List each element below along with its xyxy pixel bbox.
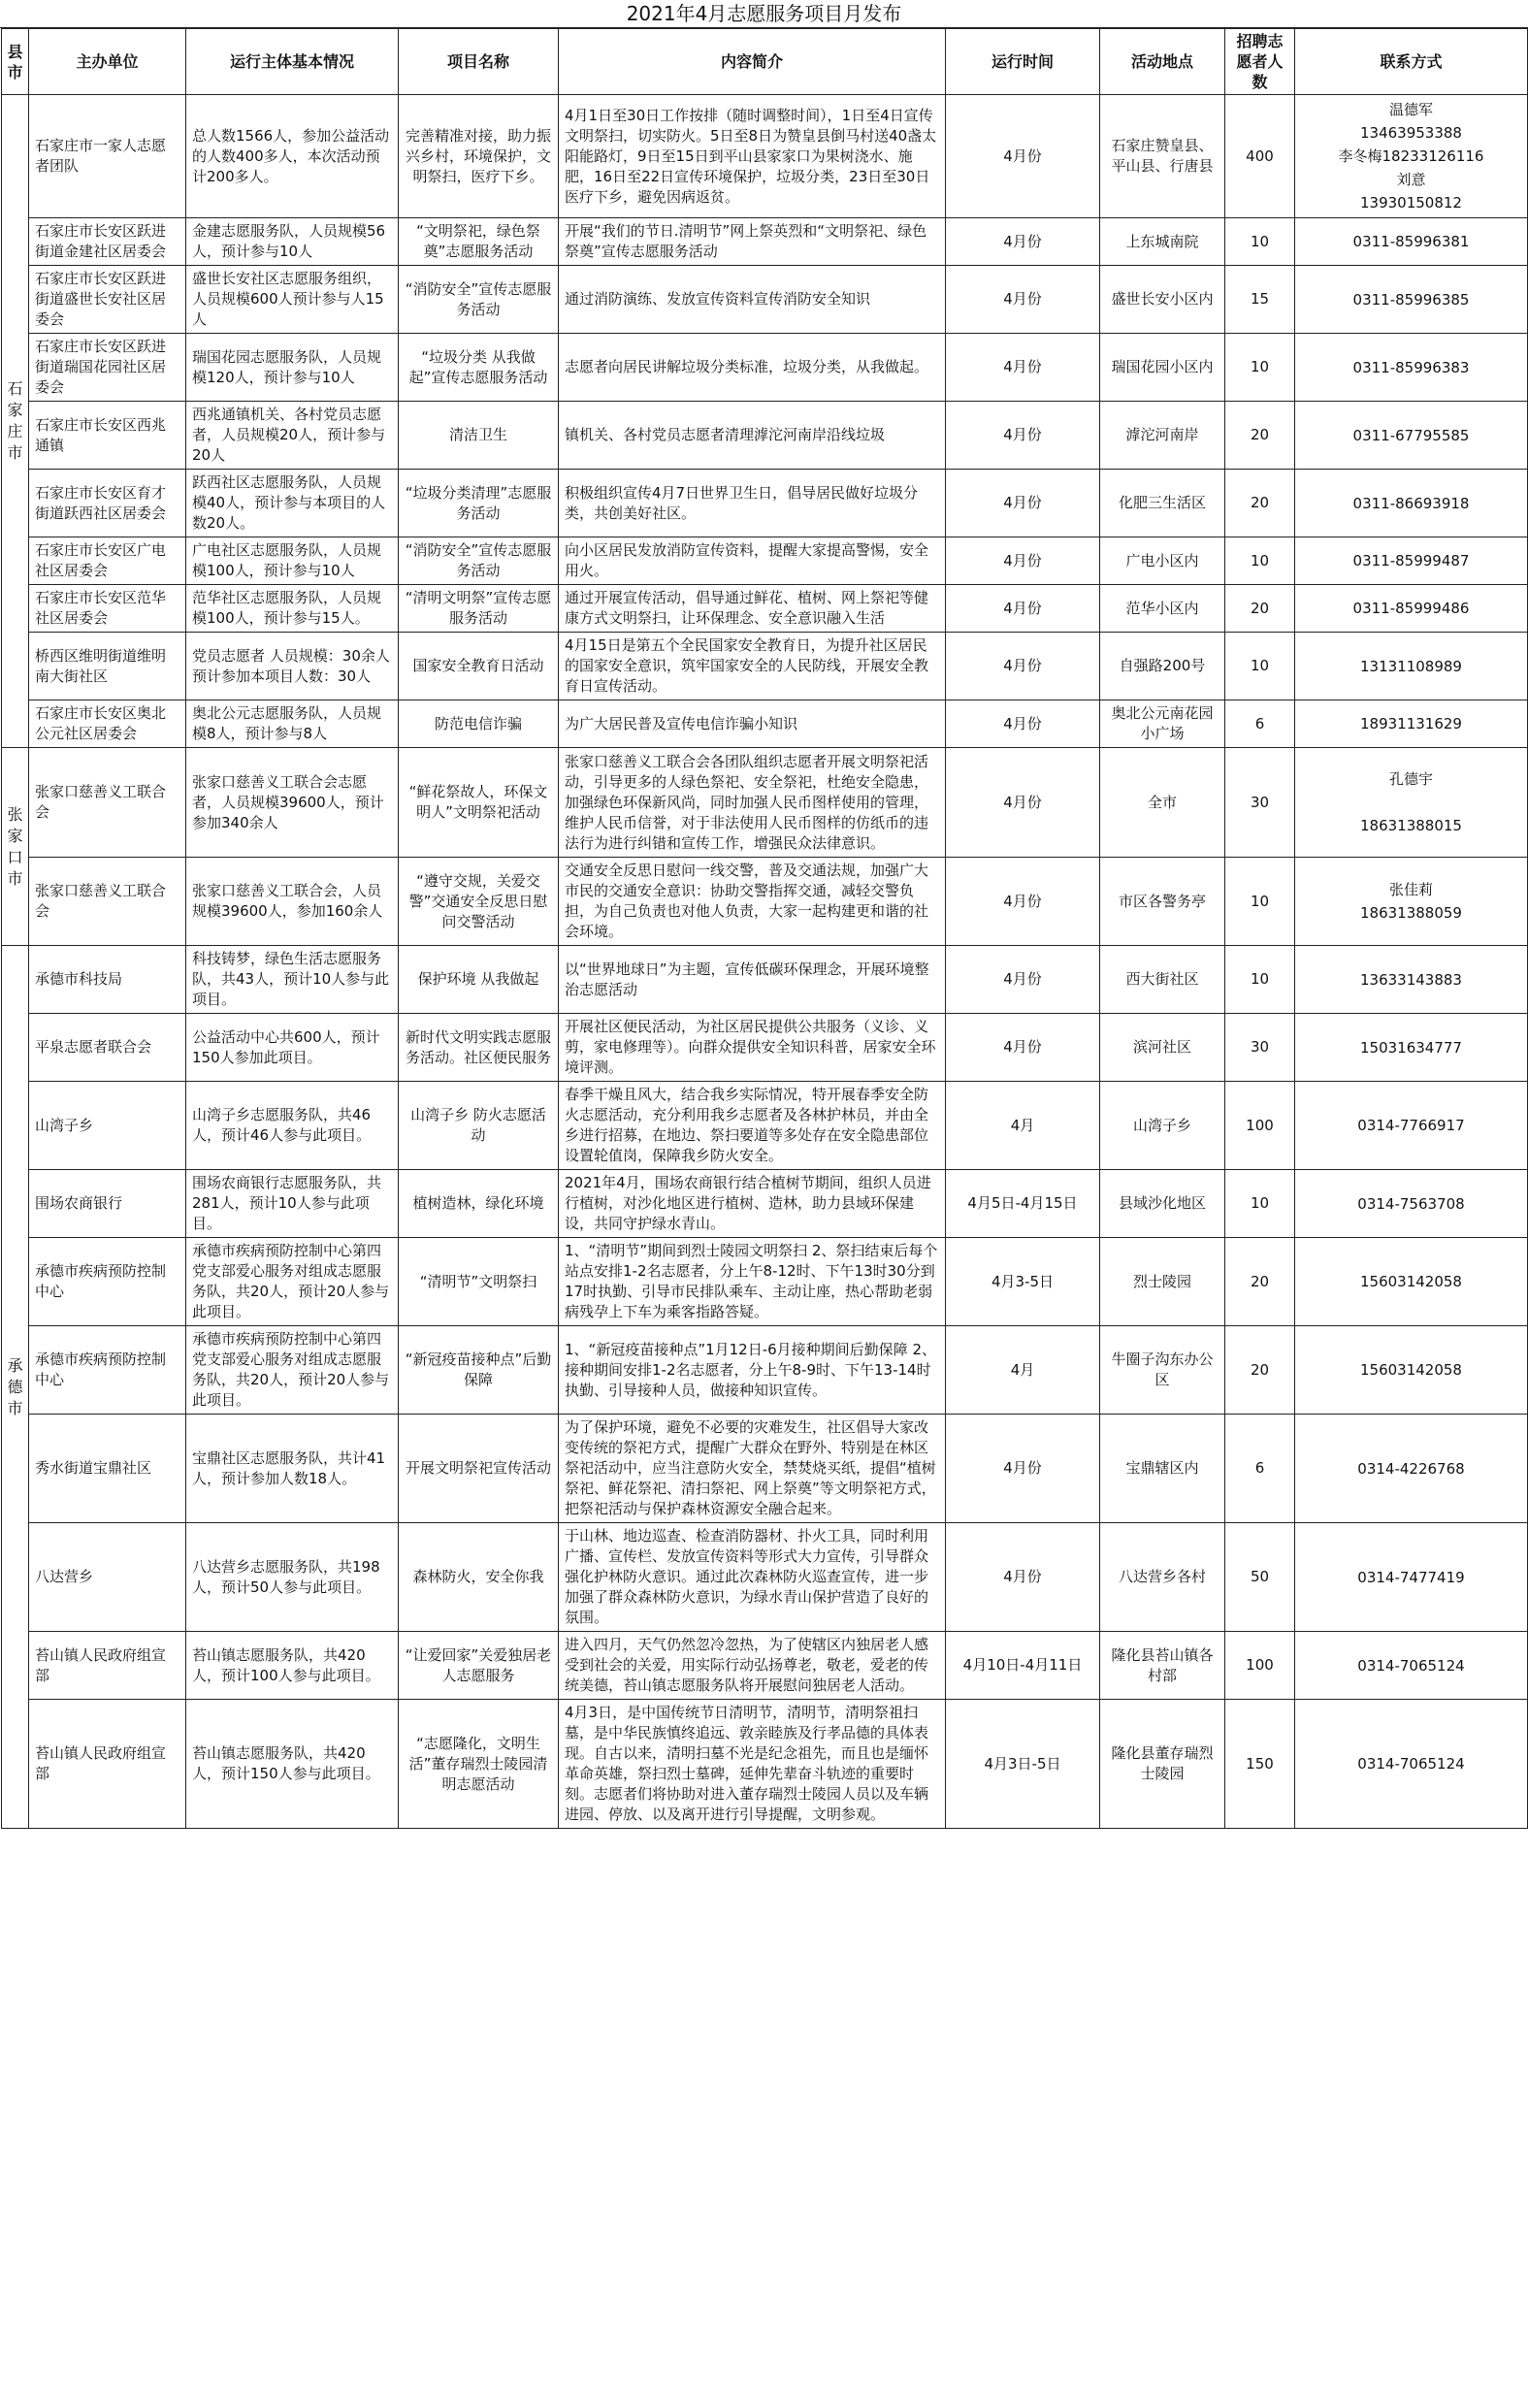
run-time-cell: 4月份 [946,95,1100,218]
run-time-cell: 4月5日-4月15日 [946,1170,1100,1238]
location-cell: 西大街社区 [1100,946,1225,1014]
location-cell: 八达营乡各村 [1100,1523,1225,1632]
project-name-cell: “文明祭祀，绿色祭奠”志愿服务活动 [399,218,559,266]
contact-line: 0311-85999487 [1352,552,1470,569]
run-time-cell: 4月份 [946,266,1100,334]
volunteer-count-cell: 10 [1225,537,1295,585]
contact-cell [1295,585,1528,633]
basic-info-cell: 张家口慈善义工联合会，人员规模39600人，参加160余人 [186,858,399,946]
basic-info-cell: 广电社区志愿服务队，人员规模100人，预计参与10人 [186,537,399,585]
organizer-cell: 石家庄市长安区奥北公元社区居委会 [29,700,186,748]
run-time-cell: 4月10日-4月11日 [946,1632,1100,1700]
location-cell: 自强路200号 [1100,633,1225,700]
volunteer-count-cell: 10 [1225,946,1295,1014]
location-cell: 全市 [1100,748,1225,858]
location-cell: 宝鼎辖区内 [1100,1415,1225,1523]
table-row [2,858,1528,946]
contact-cell [1295,1415,1528,1523]
content-cell: 4月1日至30日工作按排（随时调整时间），1日至4日宣传文明祭扫，切实防火。5日至8日为赞皇县倒马村送40盏太阳能路灯，9日至15日到平山县家家口为果树浇水、施肥，16日至22日宣传环境保护，垃圾分类，23日至30日医疗下乡，避免因病返贫。 [559,95,946,218]
volunteer-count-cell: 10 [1225,218,1295,266]
table-row [2,95,1528,218]
project-name-cell: 国家安全教育日活动 [399,633,559,700]
basic-info-cell: 承德市疾病预防控制中心第四党支部爱心服务对组成志愿服务队，共20人，预计20人参与此项目。 [186,1326,399,1415]
location-cell: 滨河社区 [1100,1014,1225,1082]
contact-cell [1295,1082,1528,1170]
run-time-cell: 4月份 [946,218,1100,266]
content-cell: 春季干燥且风大，结合我乡实际情况，特开展春季安全防火志愿活动，充分利用我乡志愿者及各林护林员，并由全乡进行招募，在地边、祭扫要道等多处存在安全隐患部位设置轮值岗，保障我乡防火安全。 [559,1082,946,1170]
contact-line: 0311-85996385 [1352,290,1470,309]
content-cell: 4月15日是第五个全民国家安全教育日，为提升社区居民的国家安全意识，筑牢国家安全的人民防线，开展安全教育日宣传活动。 [559,633,946,700]
city-cell [2,95,29,748]
organizer-cell: 石家庄市一家人志愿者团队 [29,95,186,218]
contact-cell [1295,1170,1528,1238]
basic-info-cell: 苔山镇志愿服务队，共420人，预计150人参与此项目。 [186,1700,399,1829]
basic-info-cell: 总人数1566人，参加公益活动的人数400多人，本次活动预计200多人。 [186,95,399,218]
run-time-cell: 4月3日-5日 [946,1700,1100,1829]
location-cell: 山湾子乡 [1100,1082,1225,1170]
project-name-cell: “消防安全”宣传志愿服务活动 [399,266,559,334]
table-row [2,585,1528,633]
volunteer-count-cell: 6 [1225,1415,1295,1523]
contact-cell [1295,1238,1528,1326]
header-contact: 联系方式 [1295,29,1528,95]
volunteer-count-cell: 10 [1225,633,1295,700]
contact-line: 0311-85999486 [1352,600,1470,617]
run-time-cell: 4月份 [946,748,1100,858]
contact-cell [1295,633,1528,700]
volunteer-count-cell: 6 [1225,700,1295,748]
project-name-cell: 森林防火，安全你我 [399,1523,559,1632]
run-time-cell: 4月份 [946,1523,1100,1632]
basic-info-cell: 公益活动中心共600人，预计150人参加此项目。 [186,1014,399,1082]
location-cell: 广电小区内 [1100,537,1225,585]
volunteer-count-cell: 10 [1225,858,1295,946]
run-time-cell: 4月 [946,1326,1100,1415]
content-cell: 积极组织宣传4月7日世界卫生日，倡导居民做好垃圾分类，共创美好社区。 [559,470,946,537]
contact-line: 15603142058 [1360,1361,1462,1379]
contact-line: 0314-4226768 [1357,1459,1465,1478]
volunteer-count-cell: 10 [1225,1170,1295,1238]
table-row [2,1632,1528,1700]
project-name-cell: 植树造林，绿化环境 [399,1170,559,1238]
contact-line: 0314-7065124 [1357,1755,1465,1773]
organizer-cell: 山湾子乡 [29,1082,186,1170]
contact-cell [1295,1014,1528,1082]
contact-cell [1295,1523,1528,1632]
volunteer-count-cell: 20 [1225,585,1295,633]
project-name-cell: 新时代文明实践志愿服务活动。社区便民服务 [399,1014,559,1082]
contact-line: 0314-7766917 [1357,1117,1465,1134]
contact-line: 0311-85996381 [1352,233,1470,250]
run-time-cell: 4月3-5日 [946,1238,1100,1326]
contact-cell [1295,1700,1528,1829]
location-cell: 牛圈子沟东办公区 [1100,1326,1225,1415]
volunteer-count-cell: 10 [1225,334,1295,402]
header-org: 主办单位 [29,29,186,95]
project-name-cell: “垃圾分类清理”志愿服务活动 [399,470,559,537]
volunteer-count-cell: 30 [1225,1014,1295,1082]
contact-line: 0311-86693918 [1352,494,1470,512]
run-time-cell: 4月份 [946,946,1100,1014]
basic-info-cell: 张家口慈善义工联合会志愿者，人员规模39600人，预计参加340余人 [186,748,399,858]
basic-info-cell: 围场农商银行志愿服务队，共281人，预计10人参与此项目。 [186,1170,399,1238]
content-cell: 为了保护环境，避免不必要的灾难发生，社区倡导大家改变传统的祭祀方式，提醒广大群众在野外、特别是在林区祭祀活动中，应当注意防火安全，禁焚烧买纸，提倡“植树祭祀、鲜花祭祀、清扫祭祀、网上祭奠”等文明祭祀方式，把祭祀活动与保护森林资源安全融合起来。 [559,1415,946,1523]
basic-info-cell: 党员志愿者 人员规模：30余人 预计参加本项目人数：30人 [186,633,399,700]
content-cell: 志愿者向居民讲解垃圾分类标准，垃圾分类，从我做起。 [559,334,946,402]
organizer-cell: 石家庄市长安区育才街道跃西社区居委会 [29,470,186,537]
city-cell [2,748,29,946]
basic-info-cell: 西兆通镇机关、各村党员志愿者，人员规模20人，预计参与20人 [186,402,399,470]
project-name-cell: 完善精准对接，助力振兴乡村，环境保护，文明祭扫，医疗下乡。 [399,95,559,218]
location-cell: 隆化县苔山镇各村部 [1100,1632,1225,1700]
project-name-cell: “新冠疫苗接种点”后勤保障 [399,1326,559,1415]
table-row [2,748,1528,858]
volunteer-count-cell: 20 [1225,1238,1295,1326]
run-time-cell: 4月 [946,1082,1100,1170]
content-cell: 1、“清明节”期间到烈士陵园文明祭扫 2、祭扫结束后每个站点安排1-2名志愿者，分上午8-12时、下午13时30分到17时执勤、引导市民排队乘车、主动让座，热心帮助老弱病残孕上下车为乘客指路答疑。 [559,1238,946,1326]
project-name-cell: 山湾子乡 防火志愿活动 [399,1082,559,1170]
table-row [2,1238,1528,1326]
volunteer-count-cell: 20 [1225,402,1295,470]
basic-info-cell: 苔山镇志愿服务队，共420人，预计100人参与此项目。 [186,1632,399,1700]
city-label: 张家口市 [7,804,23,888]
location-cell: 范华小区内 [1100,585,1225,633]
city-label: 石家庄市 [7,379,23,462]
organizer-cell: 张家口慈善义工联合会 [29,748,186,858]
contact-line: 0314-7477419 [1357,1568,1465,1586]
contact-cell [1295,1632,1528,1700]
contact-cell [1295,748,1528,858]
content-cell: 通过消防演练、发放宣传资料宣传消防安全知识 [559,266,946,334]
contact-cell [1295,858,1528,946]
contact-line: 刘意 [1396,171,1426,188]
organizer-cell: 张家口慈善义工联合会 [29,858,186,946]
table-row [2,537,1528,585]
content-cell: 2021年4月，围场农商银行结合植树节期间，组织人员进行植树，对沙化地区进行植树、造林，助力县域环保建设，共同守护绿水青山。 [559,1170,946,1238]
content-cell: 开展社区便民活动，为社区居民提供公共服务（义诊、义剪，家电修理等）。向群众提供安全知识科普，居家安全环境评测。 [559,1014,946,1082]
contact-line: 15603142058 [1360,1273,1462,1290]
content-cell: 1、“新冠疫苗接种点”1月12日-6月接种期间后勤保障 2、接种期间安排1-2名志愿者，分上午8-9时、下午13-14时执勤、引导接种人员，做接种知识宣传。 [559,1326,946,1415]
contact-line: 0314-7065124 [1357,1656,1465,1675]
basic-info-cell: 跃西社区志愿服务队，人员规模40人，预计参与本项目的人数20人。 [186,470,399,537]
project-name-cell: “清明文明祭”宣传志愿服务活动 [399,585,559,633]
project-name-cell: “垃圾分类 从我做起”宣传志愿服务活动 [399,334,559,402]
run-time-cell: 4月份 [946,1415,1100,1523]
organizer-cell: 石家庄市长安区跃进街道瑞国花园社区居委会 [29,334,186,402]
run-time-cell: 4月份 [946,402,1100,470]
volunteer-count-cell: 50 [1225,1523,1295,1632]
project-name-cell: 防范电信诈骗 [399,700,559,748]
contact-cell [1295,470,1528,537]
location-cell: 瑞国花园小区内 [1100,334,1225,402]
contact-line: 李冬梅18233126116 [1338,147,1484,165]
content-cell: 为广大居民普及宣传电信诈骗小知识 [559,700,946,748]
contact-line: 15031634777 [1360,1038,1462,1057]
basic-info-cell: 范华社区志愿服务队，人员规模100人，预计参与15人。 [186,585,399,633]
volunteer-count-cell: 30 [1225,748,1295,858]
content-cell: 通过开展宣传活动，倡导通过鲜花、植树、网上祭祀等健康方式文明祭扫，让环保理念、安全意识融入生活 [559,585,946,633]
city-cell [2,946,29,1829]
organizer-cell: 苔山镇人民政府组宣部 [29,1632,186,1700]
organizer-cell: 苔山镇人民政府组宣部 [29,1700,186,1829]
basic-info-cell: 宝鼎社区志愿服务队，共计41人，预计参加人数18人。 [186,1415,399,1523]
table-row [2,334,1528,402]
run-time-cell: 4月份 [946,470,1100,537]
content-cell: 镇机关、各村党员志愿者清理滹沱河南岸沿线垃圾 [559,402,946,470]
contact-line: 18631388059 [1360,904,1462,922]
project-name-cell: “遵守交规，关爱交警”交通安全反思日慰问交警活动 [399,858,559,946]
project-table [1,28,1528,1829]
contact-line: 张佳莉 [1388,881,1433,898]
volunteer-count-cell: 100 [1225,1632,1295,1700]
run-time-cell: 4月份 [946,585,1100,633]
contact-line: 13930150812 [1360,194,1462,212]
basic-info-cell: 山湾子乡志愿服务队，共46人，预计46人参与此项目。 [186,1082,399,1170]
contact-cell [1295,1326,1528,1415]
location-cell: 奥北公元南花园小广场 [1100,700,1225,748]
table-row [2,470,1528,537]
run-time-cell: 4月份 [946,700,1100,748]
location-cell: 滹沱河南岸 [1100,402,1225,470]
contact-cell [1295,946,1528,1014]
run-time-cell: 4月份 [946,1014,1100,1082]
table-row [2,700,1528,748]
contact-cell [1295,334,1528,402]
basic-info-cell: 奥北公元志愿服务队，人员规模8人，预计参与8人 [186,700,399,748]
organizer-cell: 秀水街道宝鼎社区 [29,1415,186,1523]
contact-line: 13463953388 [1360,124,1462,142]
contact-line: 0311-85996383 [1352,358,1470,376]
table-row [2,266,1528,334]
table-row [2,1014,1528,1082]
volunteer-count-cell: 20 [1225,1326,1295,1415]
contact-line: 13633143883 [1360,970,1462,989]
organizer-cell: 桥西区维明街道维明南大街社区 [29,633,186,700]
project-name-cell: “志愿隆化，文明生活”董存瑞烈士陵园清明志愿活动 [399,1700,559,1829]
basic-info-cell: 科技铸梦，绿色生活志愿服务队，共43人，预计10人参与此项目。 [186,946,399,1014]
organizer-cell: 围场农商银行 [29,1170,186,1238]
header-place: 活动地点 [1100,29,1225,95]
volunteer-count-cell: 400 [1225,95,1295,218]
contact-cell [1295,402,1528,470]
table-row [2,1415,1528,1523]
organizer-cell: 八达营乡 [29,1523,186,1632]
content-cell: 于山林、地边巡查、检查消防器材、扑火工具，同时利用广播、宣传栏、发放宣传资料等形式大力宣传，引导群众强化护林防火意识。通过此次森林防火巡查宣传，进一步加强了群众森林防火意识，为绿水青山保护营造了良好的氛围。 [559,1523,946,1632]
project-name-cell: “鲜花祭故人，环保文明人”文明祭祀活动 [399,748,559,858]
contact-cell [1295,537,1528,585]
table-row [2,1523,1528,1632]
table-row [2,1082,1528,1170]
location-cell: 盛世长安小区内 [1100,266,1225,334]
contact-line: 0314-7563708 [1357,1194,1465,1213]
header-project: 项目名称 [399,29,559,95]
page-title: 2021年4月志愿服务项目月发布 [0,0,1528,28]
header-count: 招聘志愿者人数 [1225,29,1295,95]
run-time-cell: 4月份 [946,633,1100,700]
run-time-cell: 4月份 [946,858,1100,946]
location-cell: 市区各警务亭 [1100,858,1225,946]
content-cell: 进入四月，天气仍然忽冷忽热，为了使辖区内独居老人感受到社会的关爱，用实际行动弘扬尊老，敬老，爱老的传统美德，苔山镇志愿服务队将开展慰问独居老人活动。 [559,1632,946,1700]
location-cell: 石家庄赞皇县、平山县、行唐县 [1100,95,1225,218]
content-cell: 向小区居民发放消防宣传资料，提醒大家提高警惕，安全用火。 [559,537,946,585]
run-time-cell: 4月份 [946,334,1100,402]
contact-line: 18631388015 [1360,817,1462,834]
contact-line [1301,791,1521,814]
contact-cell [1295,218,1528,266]
contact-line: 温德军 [1388,101,1433,118]
contact-cell [1295,700,1528,748]
table-row [2,1170,1528,1238]
location-cell: 县域沙化地区 [1100,1170,1225,1238]
volunteer-count-cell: 100 [1225,1082,1295,1170]
organizer-cell: 石家庄市长安区范华社区居委会 [29,585,186,633]
contact-line: 13131108989 [1360,657,1462,675]
volunteer-count-cell: 20 [1225,470,1295,537]
content-cell: 4月3日，是中国传统节日清明节，清明节，清明祭祖扫墓，是中华民族慎终追远、敦亲睦族及行孝品德的具体表现。自古以来，清明扫墓不光是纪念祖先，而且也是缅怀革命英雄，祭扫烈士墓碑，延伸先辈奋斗轨迹的重要时刻。志愿者们将协助对进入董存瑞烈士陵园人员以及车辆进园、停放、以及离开进行引导提醒，文明参观。 [559,1700,946,1829]
organizer-cell: 石家庄市长安区跃进街道金建社区居委会 [29,218,186,266]
header-city: 县市 [2,29,29,95]
location-cell: 隆化县董存瑞烈士陵园 [1100,1700,1225,1829]
volunteer-count-cell: 15 [1225,266,1295,334]
project-name-cell: “让爱回家”关爱独居老人志愿服务 [399,1632,559,1700]
contact-line: 18931131629 [1360,715,1462,732]
basic-info-cell: 承德市疾病预防控制中心第四党支部爱心服务对组成志愿服务队，共20人，预计20人参与此项目。 [186,1238,399,1326]
project-name-cell: 清洁卫生 [399,402,559,470]
table-row [2,402,1528,470]
organizer-cell: 平泉志愿者联合会 [29,1014,186,1082]
content-cell: 开展“我们的节日.清明节”网上祭英烈和“文明祭祀、绿色祭奠”宣传志愿服务活动 [559,218,946,266]
basic-info-cell: 盛世长安社区志愿服务组织，人员规模600人预计参与人15人 [186,266,399,334]
organizer-cell: 石家庄市长安区广电社区居委会 [29,537,186,585]
header-time: 运行时间 [946,29,1100,95]
contact-cell [1295,95,1528,218]
organizer-cell: 承德市疾病预防控制中心 [29,1326,186,1415]
contact-line: 孔德宇 [1388,770,1433,788]
table-row [2,218,1528,266]
table-row [2,633,1528,700]
project-name-cell: 开展文明祭祀宣传活动 [399,1415,559,1523]
contact-cell [1295,266,1528,334]
basic-info-cell: 八达营乡志愿服务队，共198人，预计50人参与此项目。 [186,1523,399,1632]
project-name-cell: “清明节”文明祭扫 [399,1238,559,1326]
basic-info-cell: 金建志愿服务队，人员规模56人，预计参与10人 [186,218,399,266]
table-row [2,1326,1528,1415]
organizer-cell: 石家庄市长安区西兆通镇 [29,402,186,470]
table-body [2,95,1528,1829]
organizer-cell: 承德市疾病预防控制中心 [29,1238,186,1326]
content-cell: 张家口慈善义工联合会各团队组织志愿者开展文明祭祀活动，引导更多的人绿色祭祀、安全祭祀，杜绝安全隐患，加强绿色环保新风尚，同时加强人民币图样使用的管理，维护人民币信誉，对于非法使用人民币图样的仿纸币的违法行为进行纠错和宣传工作，增强民众法律意识。 [559,748,946,858]
header-row [2,29,1528,95]
organizer-cell: 石家庄市长安区跃进街道盛世长安社区居委会 [29,266,186,334]
header-content: 内容简介 [559,29,946,95]
project-name-cell: 保护环境 从我做起 [399,946,559,1014]
contact-line: 0311-67795585 [1352,426,1470,444]
volunteer-count-cell: 150 [1225,1700,1295,1829]
organizer-cell: 承德市科技局 [29,946,186,1014]
basic-info-cell: 瑞国花园志愿服务队，人员规模120人，预计参与10人 [186,334,399,402]
header-basic: 运行主体基本情况 [186,29,399,95]
project-name-cell: “消防安全”宣传志愿服务活动 [399,537,559,585]
content-cell: 交通安全反思日慰问一线交警，普及交通法规，加强广大市民的交通安全意识：协助交警指挥交通，减轻交警负担，为自己负责也对他人负责，大家一起构建更和谐的社会环境。 [559,858,946,946]
location-cell: 上东城南院 [1100,218,1225,266]
run-time-cell: 4月份 [946,537,1100,585]
content-cell: 以“世界地球日”为主题，宣传低碳环保理念，开展环境整治志愿活动 [559,946,946,1014]
location-cell: 化肥三生活区 [1100,470,1225,537]
location-cell: 烈士陵园 [1100,1238,1225,1326]
table-row [2,946,1528,1014]
table-row [2,1700,1528,1829]
city-label: 承德市 [7,1355,23,1417]
